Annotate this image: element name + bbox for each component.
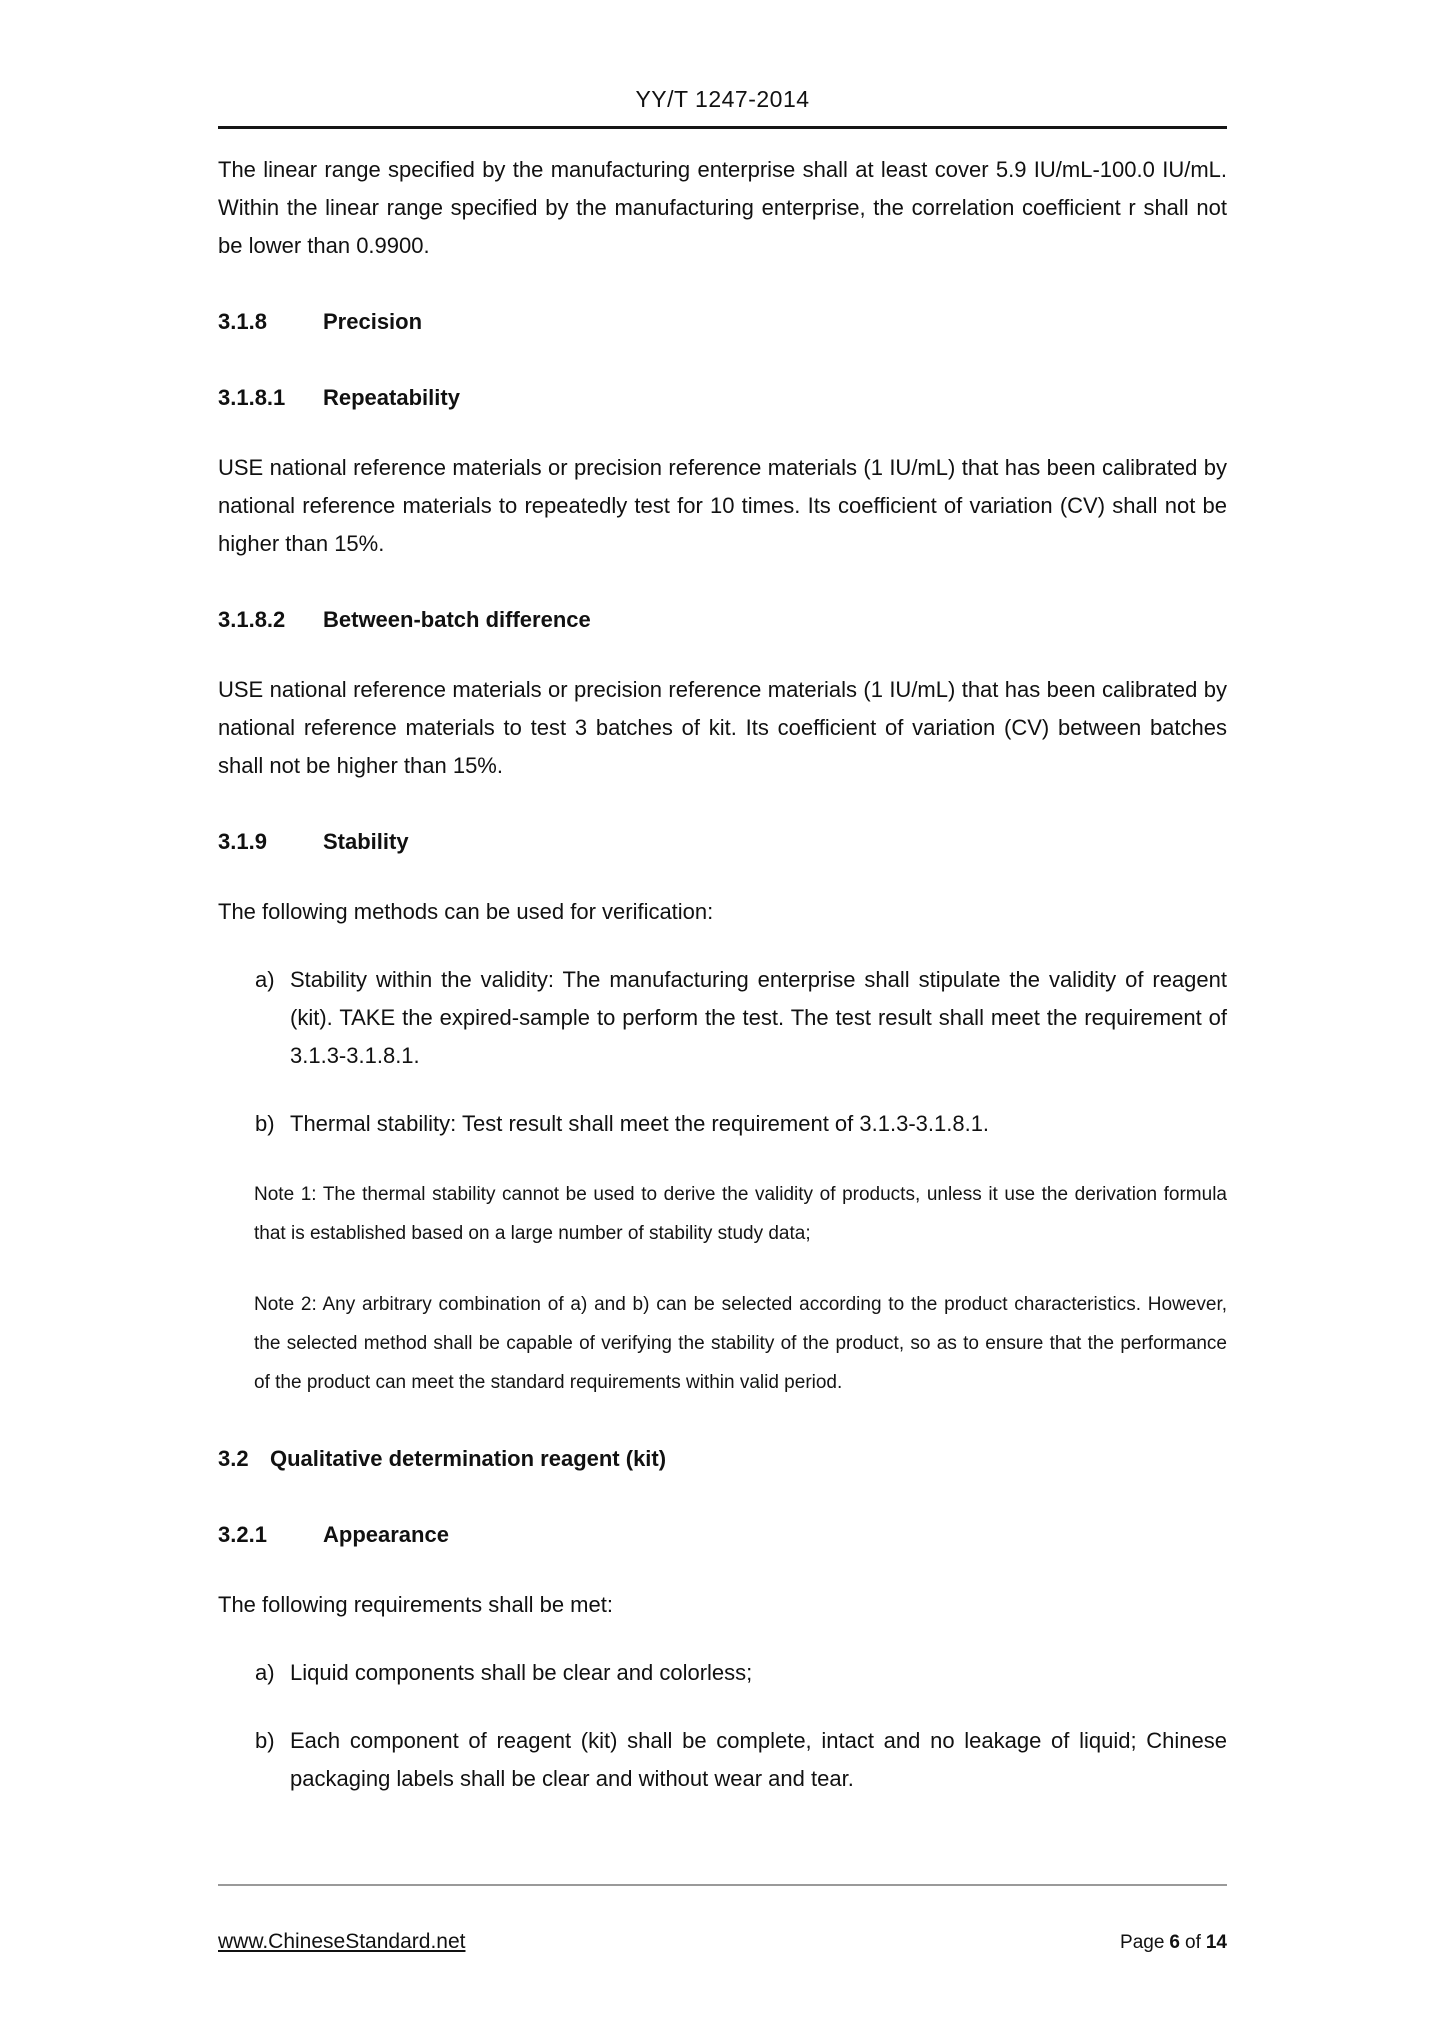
footer-rule: [218, 1884, 1227, 1886]
standard-number: YY/T 1247-2014: [635, 86, 810, 112]
repeatability-paragraph: USE national reference materials or precision reference materials (1 IU/mL) that has been calibrated by national reference materials to repeatedly test for 10 times. Its coefficient of variation (CV) shall not be higher than 15%.: [218, 455, 1227, 556]
section-heading-3-1-8: [218, 303, 1227, 341]
page-current-number: 6: [1169, 1932, 1180, 1953]
section-heading-3-2: [218, 1440, 1227, 1478]
between-batch-paragraph: USE national reference materials or precision reference materials (1 IU/mL) that has been calibrated by national reference materials to test 3 batches of kit. Its coefficient of variation (CV) between batches shall not be higher than 15%.: [218, 677, 1227, 778]
section-number: 3.1.8: [218, 309, 267, 334]
section-number: 3.2: [218, 1446, 249, 1471]
list-item: [218, 1722, 1227, 1798]
section-heading-3-1-9: [218, 823, 1227, 861]
section-title: Appearance: [323, 1522, 449, 1547]
appearance-intro-paragraph: The following requirements shall be met:: [218, 1592, 613, 1617]
header-rule: [218, 126, 1227, 129]
section-title: Stability: [323, 829, 409, 854]
list-item: [218, 1105, 1227, 1143]
section-heading-3-1-8-2: [218, 601, 1227, 639]
section-number: 3.2.1: [218, 1522, 267, 1547]
footer-row: [218, 1930, 1227, 1954]
section-title: Qualitative determination reagent (kit): [270, 1446, 667, 1471]
website-link[interactable]: www.ChineseStandard.net: [218, 1930, 466, 1953]
page-header: [218, 0, 1227, 129]
section-title: Precision: [323, 309, 423, 334]
page-footer: [218, 1884, 1227, 1954]
list-marker: a): [255, 967, 275, 992]
appearance-requirement-list: [218, 1654, 1227, 1798]
list-marker: b): [255, 1111, 275, 1136]
page-of-label: of: [1185, 1932, 1201, 1953]
list-item-text: Stability within the validity: The manufacturing enterprise shall stipulate the validity of reagent (kit). TAKE the expired-sample to perform the test. The test result shall meet the requirement of 3.1.3-3.1.8.1.: [290, 967, 1227, 1068]
section-heading-3-2-1: [218, 1516, 1227, 1554]
section-number: 3.1.9: [218, 829, 267, 854]
section-heading-3-1-8-1: [218, 379, 1227, 417]
page-content: [218, 0, 1227, 1798]
page-label: Page: [1120, 1932, 1165, 1953]
intro-paragraph: The linear range specified by the manufacturing enterprise shall at least cover 5.9 IU/mL-100.0 IU/mL. Within the linear range specified by the manufacturing enterprise, the correlation coefficient r shall not be lower than 0.9900.: [218, 157, 1227, 258]
stability-method-list: [218, 961, 1227, 1143]
section-title: Between-batch difference: [323, 607, 591, 632]
list-item: [218, 961, 1227, 1075]
list-item-text: Liquid components shall be clear and colorless;: [290, 1660, 753, 1685]
page-indicator: [1120, 1932, 1227, 1954]
list-marker: a): [255, 1660, 275, 1685]
section-number: 3.1.8.2: [218, 607, 286, 632]
section-title: Repeatability: [323, 385, 460, 410]
list-item: [218, 1654, 1227, 1692]
section-number: 3.1.8.1: [218, 385, 286, 410]
list-item-text: Thermal stability: Test result shall meet the requirement of 3.1.3-3.1.8.1.: [290, 1111, 990, 1136]
list-marker: b): [255, 1728, 275, 1753]
page-total-number: 14: [1205, 1932, 1227, 1953]
note-2: Note 2: Any arbitrary combination of a) and b) can be selected according to the product characteristics. However, the selected method shall be capable of verifying the stability of the product, so as to ensure that the performance of the product can meet the standard requirements within valid period.: [254, 1294, 1227, 1393]
list-item-text: Each component of reagent (kit) shall be complete, intact and no leakage of liquid; Chinese packaging labels shall be clear and without wear and tear.: [290, 1728, 1227, 1791]
stability-intro-paragraph: The following methods can be used for verification:: [218, 899, 714, 924]
note-1: Note 1: The thermal stability cannot be used to derive the validity of products, unless it use the derivation formula that is established based on a large number of stability study data;: [254, 1184, 1227, 1244]
